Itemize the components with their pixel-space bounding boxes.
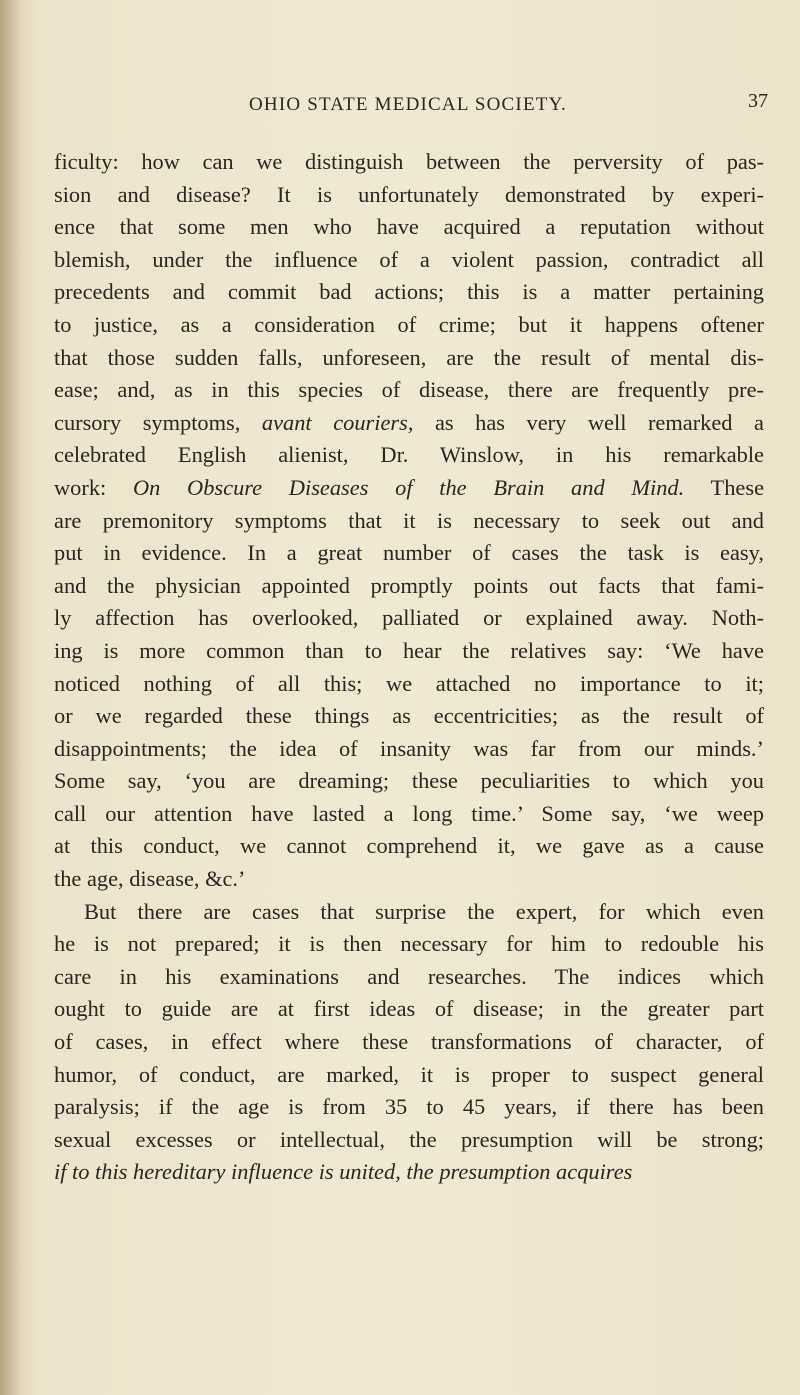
text-run: Some say, ‘you are dreaming; these peculiarities to which you: [54, 768, 764, 794]
text-run: and the physician appointed promptly points out facts that fami-: [54, 572, 764, 598]
text-line: [54, 928, 764, 961]
text-line: [54, 798, 764, 831]
text-run: ly affection has overlooked, palliated or explained away. Noth-: [54, 605, 764, 631]
text-run: call our attention have lasted a long time.’ Some say, ‘we weep: [54, 800, 764, 826]
text-run: blemish, under the influence of a violent passion, contradict all: [54, 246, 764, 272]
text-line: [54, 668, 764, 701]
text-line: [54, 505, 764, 538]
text-run: sion and disease? It is unfortunately demonstrated by experi-: [54, 181, 764, 207]
text-run: or we regarded these things as eccentricities; as the result of: [54, 703, 764, 729]
text-line: [54, 439, 764, 472]
text-line: [54, 244, 764, 277]
text-line: [54, 309, 764, 342]
text-run: sexual excesses or intellectual, the presumption will be strong;: [54, 1126, 764, 1152]
text-run: to justice, as a consideration of crime; but it happens oftener: [54, 311, 764, 337]
text-line: [54, 211, 764, 244]
text-run: ficulty: how can we distinguish between the perversity of pas-: [54, 149, 764, 174]
text-run: are premonitory symptoms that it is necessary to seek out and: [54, 507, 764, 533]
italic-text: if to this hereditary influence is united, the presumption acquires: [54, 1159, 633, 1185]
text-run: care in his examinations and researches. The indices which: [54, 963, 764, 989]
text-run: he is not prepared; it is then necessary for him to redouble his: [54, 931, 764, 957]
text-line: [54, 1059, 764, 1092]
italic-text: avant couriers,: [261, 409, 414, 435]
text-line: [54, 961, 764, 994]
text-line: [54, 700, 764, 733]
text-line: [54, 472, 764, 505]
text-line: [54, 1091, 764, 1124]
text-line: [54, 1026, 764, 1059]
text-line: [54, 570, 764, 603]
text-line: [54, 342, 764, 375]
text-run: the age, disease, &c.’: [54, 866, 246, 892]
text-run: humor, of conduct, are marked, it is proper to suspect general: [54, 1061, 764, 1087]
text-line: [54, 733, 764, 766]
text-line: [54, 146, 764, 179]
text-run: noticed nothing of all this; we attached no importance to it;: [54, 670, 764, 696]
text-line: [54, 896, 764, 929]
text-run: ence that some men who have acquired a reputation without: [54, 214, 764, 240]
text-line: [54, 407, 764, 440]
text-run: as has very well remarked a: [413, 409, 764, 435]
text-run: ought to guide are at first ideas of disease; in the greater part: [54, 996, 764, 1022]
text-run: ease; and, as in this species of disease, there are frequently pre-: [54, 377, 764, 403]
text-line: [54, 374, 764, 407]
body-text: [54, 146, 764, 1189]
text-line: [54, 276, 764, 309]
text-run: disappointments; the idea of insanity was far from our minds.’: [54, 735, 764, 761]
text-run: that those sudden falls, unforeseen, are the result of mental dis-: [54, 344, 764, 370]
text-line: [54, 863, 764, 896]
text-line: [54, 765, 764, 798]
text-run: put in evidence. In a great number of cases the task is easy,: [54, 540, 764, 566]
text-line: [54, 602, 764, 635]
page-number: 37: [748, 90, 768, 112]
text-line: [54, 537, 764, 570]
text-run: cursory symptoms,: [54, 409, 262, 435]
text-run: work:: [54, 474, 133, 500]
text-run: celebrated English alienist, Dr. Winslow, in his remarkable: [54, 442, 764, 468]
text-line: [54, 1156, 764, 1189]
text-line: [54, 830, 764, 863]
text-line: [54, 635, 764, 668]
text-line: [54, 993, 764, 1026]
binding-shadow: [0, 0, 22, 1395]
text-line: [54, 179, 764, 212]
text-run: These: [684, 474, 764, 500]
text-run: ing is more common than to hear the relatives say: ‘We have: [54, 637, 764, 663]
text-line: [54, 1124, 764, 1157]
text-run: precedents and commit bad actions; this is a matter pertaining: [54, 279, 764, 305]
page-header: [0, 90, 800, 124]
text-run: But there are cases that surprise the expert, for which even: [84, 898, 764, 924]
text-run: paralysis; if the age is from 35 to 45 years, if there has been: [54, 1094, 764, 1120]
text-run: of cases, in effect where these transformations of character, of: [54, 1029, 764, 1055]
italic-text: On Obscure Diseases of the Brain and Mind.: [132, 474, 685, 500]
running-head: OHIO STATE MEDICAL SOCIETY.: [249, 94, 567, 115]
text-run: at this conduct, we cannot comprehend it, we gave as a cause: [54, 833, 764, 859]
